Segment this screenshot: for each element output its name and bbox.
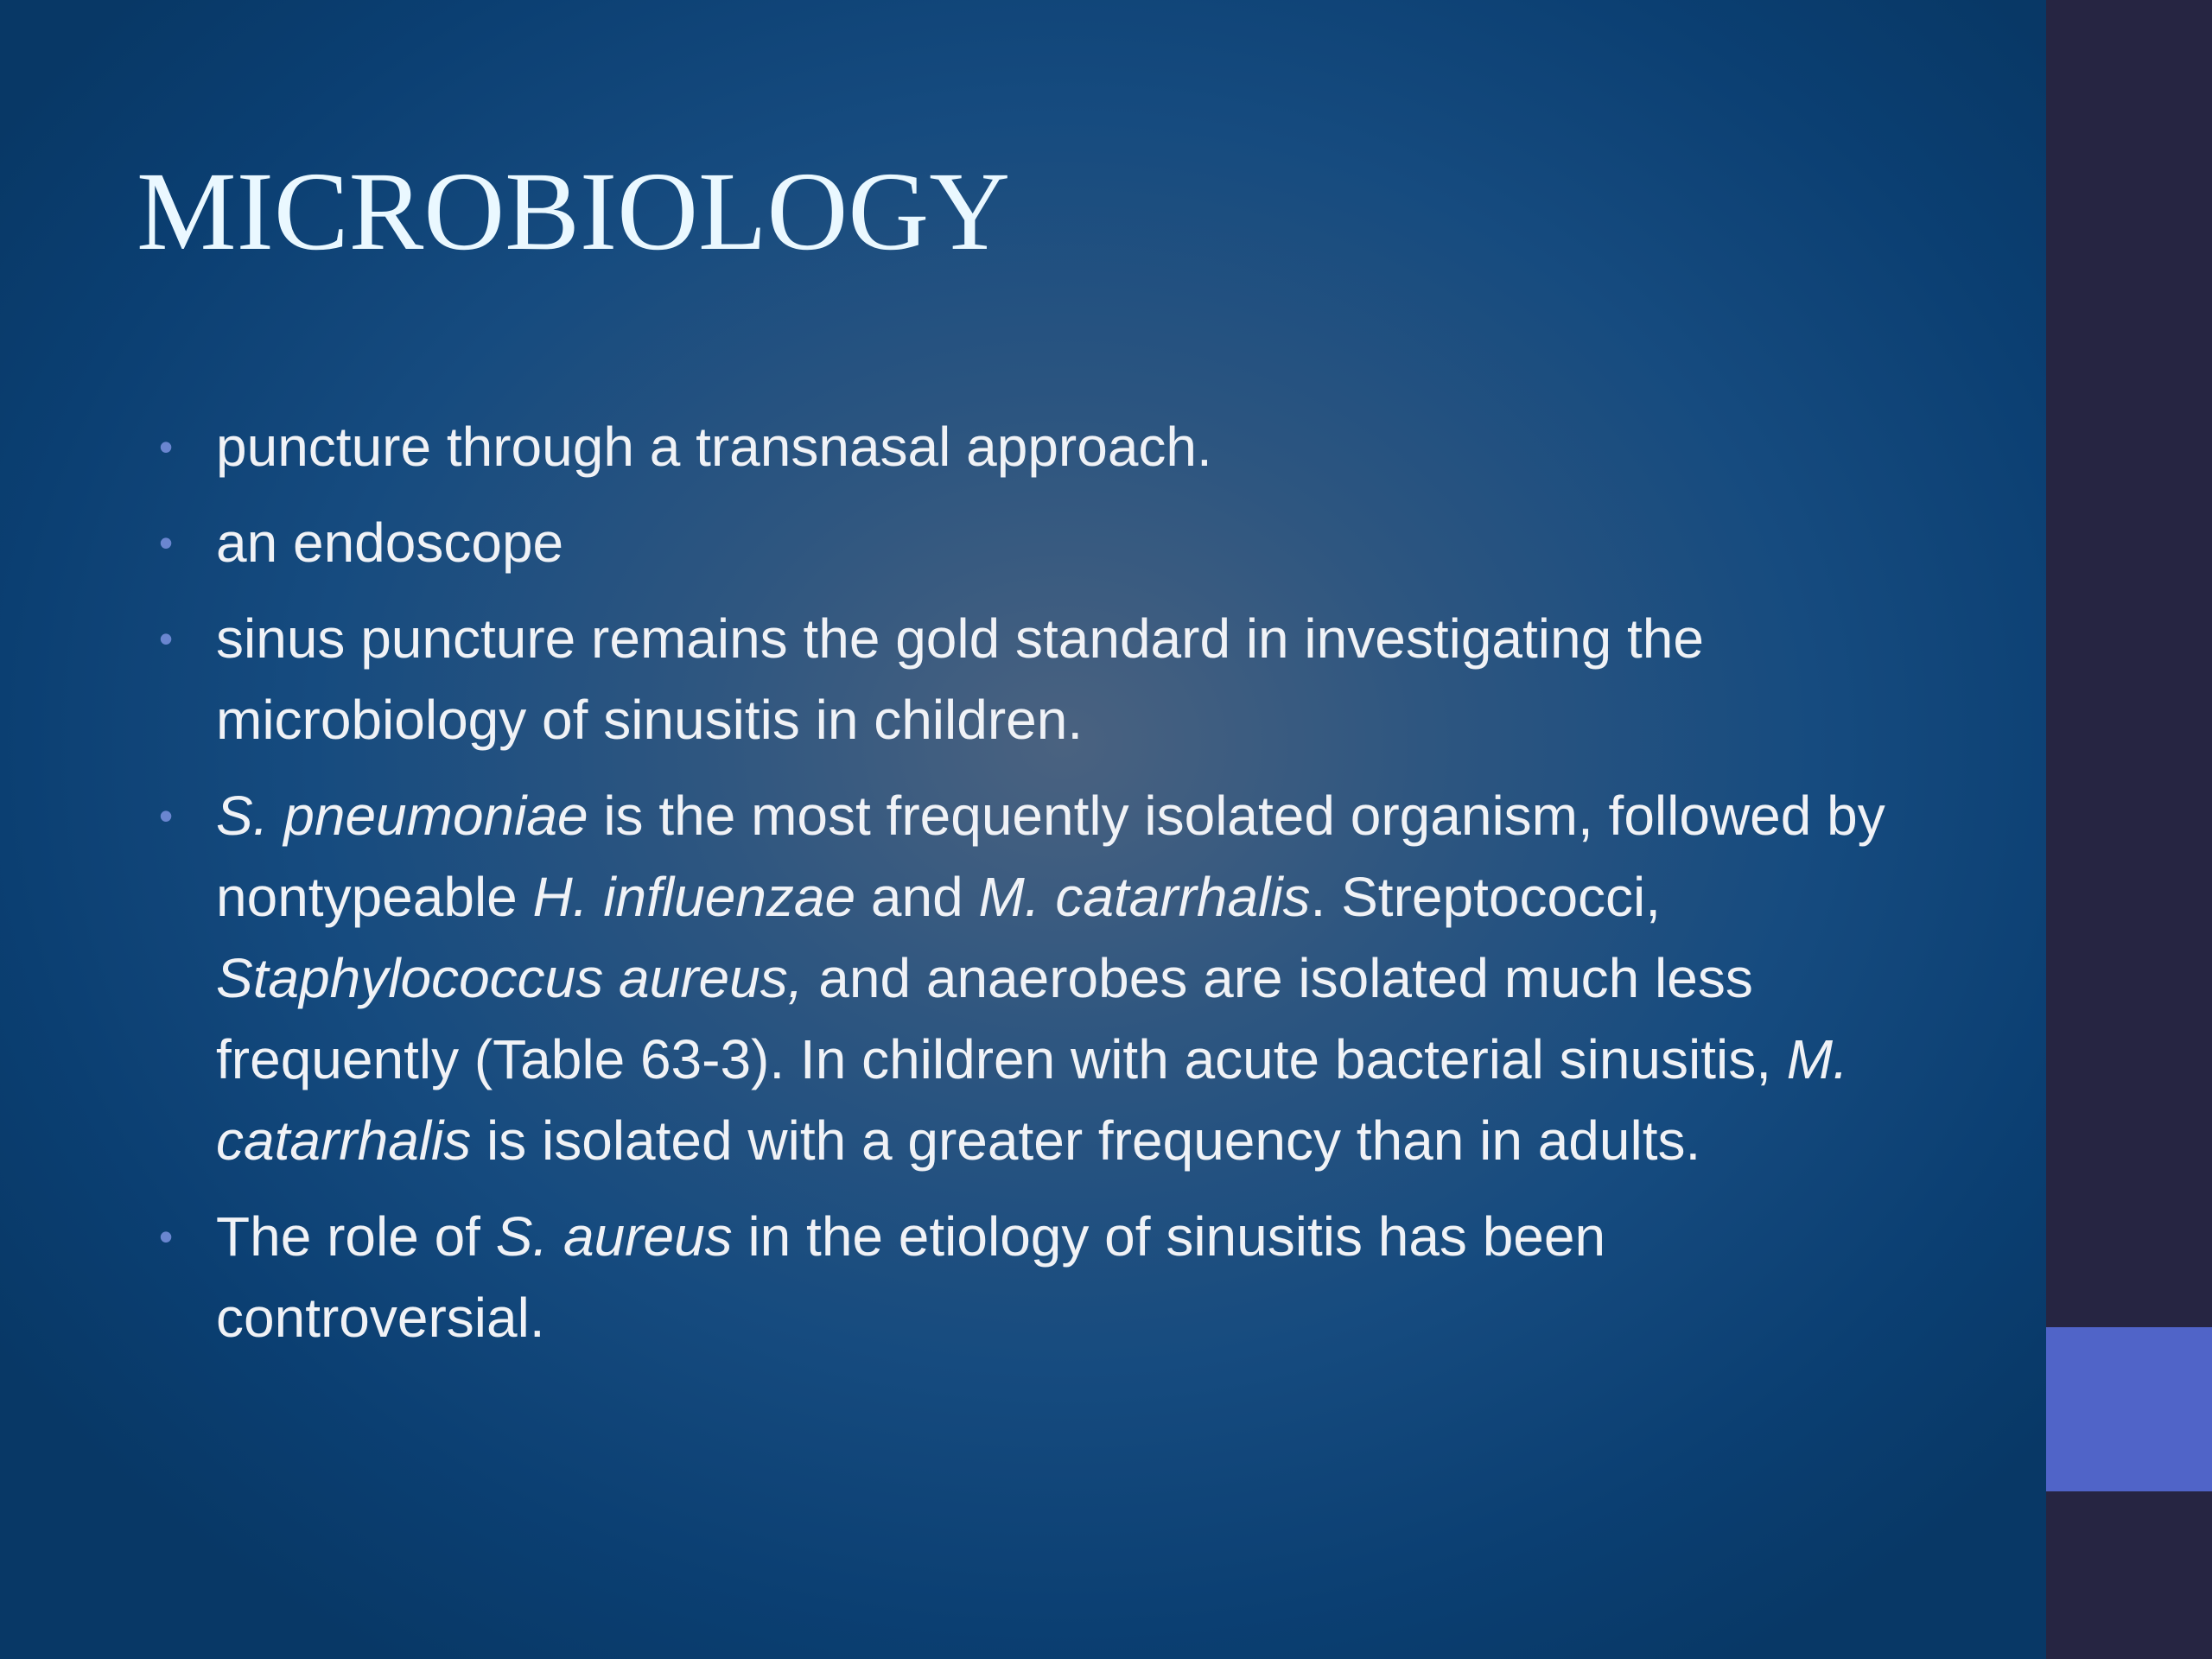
bullet-dot-icon: • [159, 424, 174, 469]
bullet-text: . Streptococci, [1310, 866, 1662, 928]
bullet-text: sinus puncture remains the gold standard in investigating the microbiology of sinusitis in children. [216, 607, 1704, 751]
bullet-text: is the most frequently isolated organism, followed by nontypeable [216, 785, 1885, 928]
bullet-text: an endoscope [216, 512, 564, 574]
bullet-item [159, 775, 1944, 1181]
organism-name: M. catarrhalis [216, 1028, 1848, 1172]
bullet-dot-icon: • [159, 793, 174, 838]
bullet-dot-icon: • [159, 616, 174, 661]
organism-name: S. pneumoniae [216, 785, 588, 847]
organism-name: Staphylococcus aureus, [216, 947, 804, 1009]
bullet-dot-icon: • [159, 520, 174, 565]
bullet-text: and anaerobes are isolated much less frequently (Table 63-3). In children with acute bacterial sinusitis, [216, 947, 1787, 1090]
bullet-text: and [855, 866, 979, 928]
bullet-item [159, 406, 1944, 487]
bullet-text: The role of [216, 1205, 496, 1268]
bullet-dot-icon: • [159, 1214, 174, 1259]
bullet-text: is isolated with a greater frequency than in adults. [471, 1109, 1701, 1172]
bullet-item [159, 598, 1944, 760]
organism-name: M. catarrhalis [978, 866, 1311, 928]
bullet-item [159, 1196, 1944, 1358]
slide-title: MICROBIOLOGY [137, 149, 1011, 274]
organism-name: H. influenzae [532, 866, 856, 928]
bullet-text: in the etiology of sinusitis has been controversial. [216, 1205, 1606, 1349]
bullet-item [159, 502, 1944, 583]
organism-name: S. aureus [495, 1205, 733, 1268]
bullet-list [159, 406, 1944, 1373]
side-accent-block [2046, 1327, 2212, 1491]
bullet-text: puncture through a transnasal approach. [216, 416, 1212, 478]
